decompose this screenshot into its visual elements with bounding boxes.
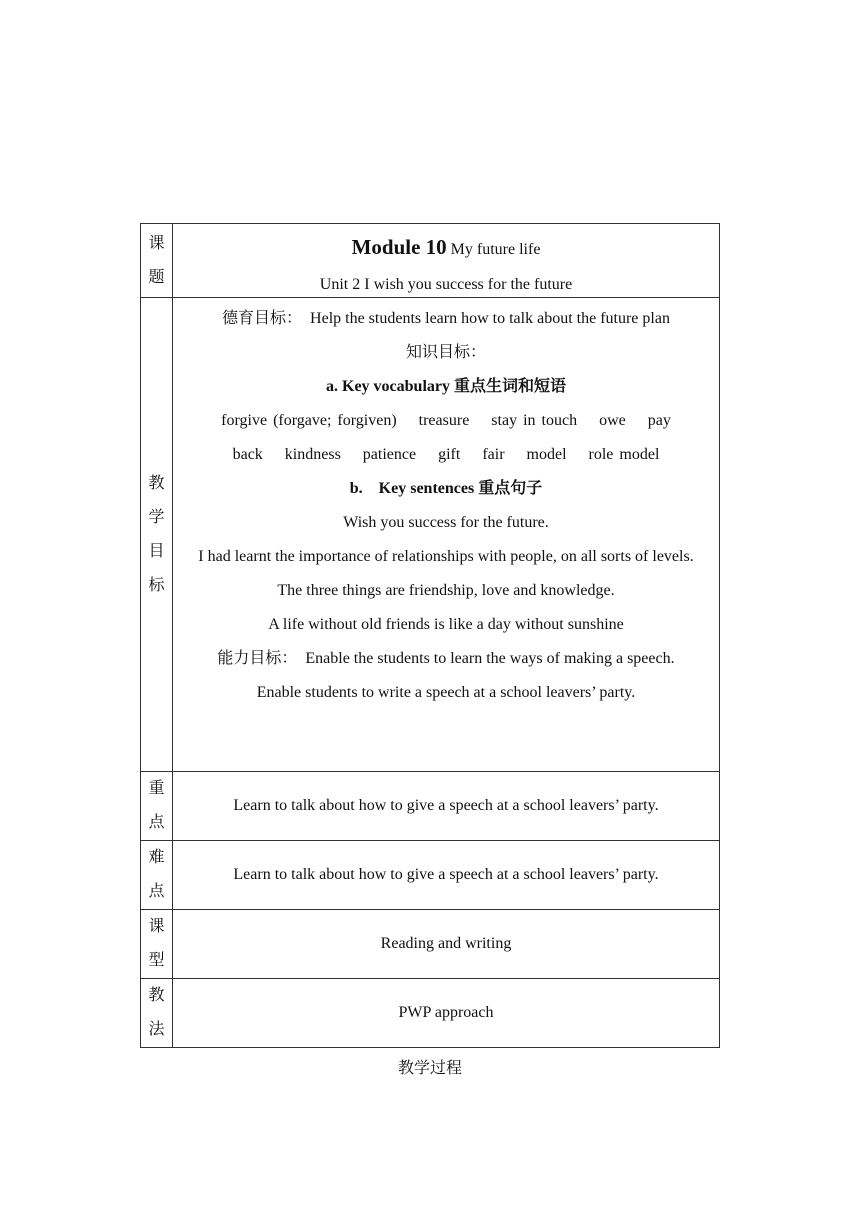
- vocab-item: role model: [588, 446, 660, 463]
- lesson-type-label-char: 课: [148, 918, 165, 935]
- vocab-item: pay: [647, 412, 671, 429]
- key-points-label-char: 重: [148, 780, 165, 797]
- lesson-type-text: Reading and writing: [173, 910, 720, 979]
- method-label-char: 教: [148, 987, 165, 1004]
- key-points-label-cell: [141, 772, 173, 841]
- module-title: Module 10: [351, 235, 447, 259]
- vocab-item: patience: [362, 446, 417, 463]
- key-points-label-char: 点: [148, 814, 165, 831]
- teaching-process-caption: 教学过程: [397, 1060, 462, 1077]
- goals-label-char: 教: [148, 474, 165, 492]
- vocab-item: model: [526, 446, 567, 463]
- goals-row: [141, 298, 720, 772]
- key-sentence: A life without old friends is like a day without sunshine: [268, 616, 624, 633]
- lesson-type-label-cell: [141, 910, 173, 979]
- vocab-item: owe: [599, 412, 626, 429]
- difficulties-label-char: 难: [148, 849, 165, 866]
- goals-label-char: 标: [148, 576, 165, 594]
- key-points-text: Learn to talk about how to give a speech at a school leavers’ party.: [173, 772, 720, 841]
- difficulties-label-cell: [141, 841, 173, 910]
- method-label-cell: [141, 979, 173, 1048]
- ability-goal: 能力目标： Enable the students to learn the ways of making a speech.: [217, 650, 675, 667]
- difficulties-row: [141, 841, 720, 910]
- key-sentence: The three things are friendship, love and knowledge.: [277, 582, 615, 599]
- title-content-cell: [173, 224, 720, 298]
- vocab-line-2: [183, 438, 709, 472]
- knowledge-heading: 知识目标：: [405, 344, 486, 361]
- key-sentence: Wish you success for the future.: [343, 514, 549, 531]
- lesson-type-label-char: 型: [148, 952, 165, 969]
- vocab-heading: a. Key vocabulary 重点生词和短语: [326, 378, 566, 395]
- goals-label-char: 学: [148, 508, 165, 526]
- key-sentence: I had learnt the importance of relationships with people, on all sorts of levels.: [198, 548, 694, 565]
- vocab-item: kindness: [284, 446, 341, 463]
- module-subtitle: My future life: [450, 241, 541, 258]
- goals-content-cell: [173, 298, 720, 772]
- key-points-row: [141, 772, 720, 841]
- method-row: [141, 979, 720, 1048]
- goals-label-char: 目: [148, 542, 165, 560]
- lesson-type-row: [141, 910, 720, 979]
- vocab-line-1: [183, 404, 709, 438]
- moral-goal: 德育目标： Help the students learn how to talk about the future plan: [222, 310, 670, 327]
- goals-label-cell: [141, 298, 173, 772]
- title-label-char: 课: [148, 234, 165, 252]
- unit-title: Unit 2 I wish you success for the future: [319, 276, 573, 293]
- sentences-heading: b. Key sentences 重点句子: [349, 480, 543, 497]
- vocab-item: forgive (forgave; forgiven): [221, 412, 397, 429]
- vocab-item: gift: [438, 446, 461, 463]
- lesson-plan-table: [140, 223, 720, 1048]
- vocab-item: treasure: [418, 412, 470, 429]
- difficulties-text: Learn to talk about how to give a speech at a school leavers’ party.: [173, 841, 720, 910]
- method-label-char: 法: [148, 1021, 165, 1038]
- vocab-item: fair: [482, 446, 505, 463]
- title-label-char: 题: [148, 268, 165, 286]
- difficulties-label-char: 点: [148, 883, 165, 900]
- ability-goal-2: Enable students to write a speech at a school leavers’ party.: [256, 684, 636, 701]
- vocab-item: stay in touch: [491, 412, 578, 429]
- title-row: [141, 224, 720, 298]
- method-text: PWP approach: [173, 979, 720, 1048]
- vocab-item: back: [232, 446, 263, 463]
- title-label-cell: [141, 224, 173, 298]
